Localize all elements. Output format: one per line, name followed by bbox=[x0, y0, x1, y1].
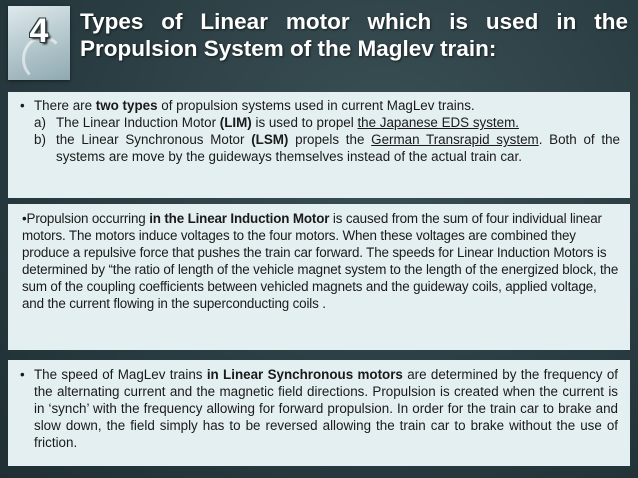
intro-bullet bbox=[20, 97, 620, 114]
lsm-bullet bbox=[20, 366, 618, 451]
item-lsm bbox=[34, 131, 620, 165]
item-lim bbox=[34, 114, 620, 131]
intro-text bbox=[34, 97, 475, 114]
item-lim-bold: (LIM) bbox=[219, 115, 252, 130]
lsm-pre: The speed of MagLev trains bbox=[34, 367, 207, 382]
slide-number-badge bbox=[8, 6, 70, 80]
intro-post: of propulsion systems used in current MagLev trains. bbox=[157, 98, 475, 113]
bullet-icon: • bbox=[20, 98, 25, 113]
slide-title-line-1: Types of Linear motor which is used in the bbox=[80, 9, 628, 34]
item-lim-label: a) bbox=[34, 115, 46, 130]
lsm-bold: in Linear Synchronous motors bbox=[206, 367, 403, 382]
japanese-eds-link: the Japanese EDS system. bbox=[357, 115, 519, 130]
slide-number: 4 bbox=[29, 12, 49, 50]
intro-pre: There are bbox=[34, 98, 96, 113]
item-lsm-label: b) bbox=[34, 132, 46, 147]
item-lsm-pre: the Linear Synchronous Motor bbox=[56, 132, 252, 147]
lim-paragraph bbox=[22, 210, 620, 312]
item-lim-mid: is used to propel bbox=[251, 115, 358, 130]
item-lsm-text bbox=[56, 131, 620, 165]
lim-bold: in the Linear Induction Motor bbox=[149, 211, 330, 226]
item-lim-pre: The Linear Induction Motor bbox=[56, 115, 220, 130]
lsm-panel bbox=[8, 360, 630, 466]
lim-pre: •Propulsion occurring bbox=[22, 211, 150, 226]
lim-panel bbox=[8, 204, 630, 350]
item-lsm-bold: (LSM) bbox=[251, 132, 289, 147]
slide-title bbox=[80, 8, 628, 62]
lsm-paragraph bbox=[34, 366, 618, 451]
item-lsm-mid: propels the bbox=[288, 132, 372, 147]
item-lim-text bbox=[56, 114, 620, 131]
lsm-post: are determined by the frequency of the alternating current and the magnetic field directions. Propulsion is created when the current is in ‘synch’ with the frequency allowing for forward propulsion. In order for the train car to brake and slow down, the field simply has to be reversed allowing the train car to brake without the use of friction. bbox=[34, 367, 618, 450]
lim-post: is caused from the sum of four individual linear motors. The motors induce voltages to the four motors. When these voltages are combined they produce a repulsive force that pushes the train car forward. The speeds for Linear Induction Motors is determined by “the ratio of length of the vehicle magnet system to the length of the energized block, the sum of the coupling coefficients between vehicled magnets and the guideway coils, applied voltage, and the current flowing in the superconducting coils . bbox=[22, 211, 619, 311]
types-panel bbox=[8, 92, 630, 198]
item-lsm-post: . Both of the systems are move by the guideways themselves instead of the actual train car. bbox=[56, 132, 620, 164]
slide-title-line-2: Propulsion System of the Maglev train: bbox=[80, 36, 497, 61]
intro-bold: two types bbox=[95, 98, 158, 113]
bullet-icon: • bbox=[20, 367, 25, 382]
german-transrapid-link: German Transrapid system bbox=[371, 132, 539, 147]
